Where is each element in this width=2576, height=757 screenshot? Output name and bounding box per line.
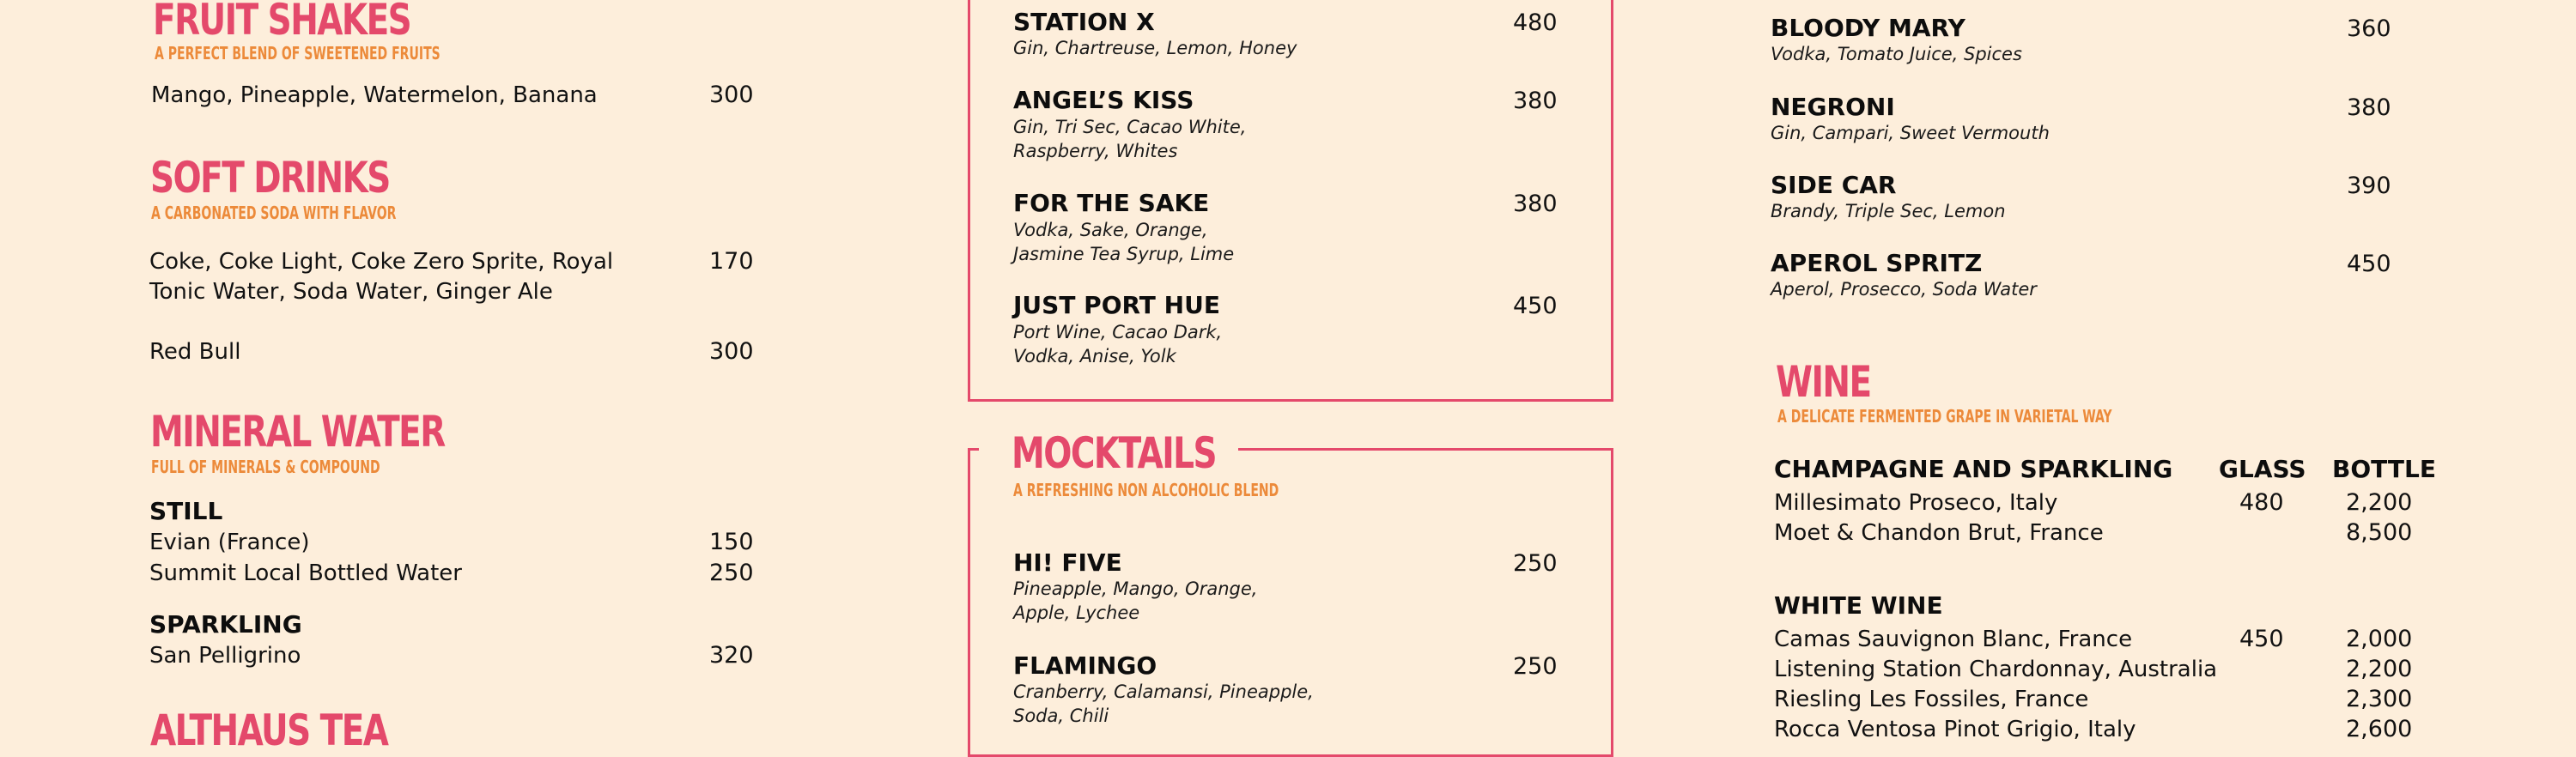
champagne-label: CHAMPAGNE AND SPARKLING: [1774, 455, 2173, 483]
mocktail-desc: Pineapple, Mango, Orange,: [1013, 578, 1258, 599]
classic-price: 390: [2347, 173, 2391, 199]
still-item-price: 250: [709, 560, 754, 586]
cocktail-name: STATION X: [1013, 8, 1155, 36]
mocktail-desc: Soda, Chili: [1013, 706, 1109, 726]
cocktail-desc: Port Wine, Cacao Dark,: [1013, 322, 1223, 342]
cocktail-price: 480: [1513, 9, 1558, 36]
mocktail-desc: Apple, Lychee: [1013, 603, 1140, 623]
wine-glass-price: 480: [2239, 489, 2284, 516]
classic-name: SIDE CAR: [1771, 171, 1897, 199]
classic-desc: Gin, Campari, Sweet Vermouth: [1771, 123, 2050, 143]
soft-drinks-item-line2: Tonic Water, Soda Water, Ginger Ale: [149, 279, 553, 305]
cocktail-desc: Gin, Chartreuse, Lemon, Honey: [1013, 38, 1297, 58]
cocktail-desc: Vodka, Anise, Yolk: [1013, 346, 1176, 366]
classic-price: 360: [2347, 15, 2391, 42]
still-item-name: Summit Local Bottled Water: [149, 560, 462, 586]
mineral-water-title: MINERAL WATER: [150, 407, 445, 457]
cocktail-price: 380: [1513, 191, 1558, 217]
mineral-water-subtitle: FULL OF MINERALS & COMPOUND: [151, 457, 380, 477]
classic-name: NEGRONI: [1771, 93, 1895, 121]
wine-glass-price: 450: [2239, 626, 2284, 652]
cocktail-price: 380: [1513, 88, 1558, 114]
classic-price: 450: [2347, 251, 2391, 277]
soft-drinks-redbull-price: 300: [709, 338, 754, 365]
cocktail-desc: Jasmine Tea Syrup, Lime: [1013, 244, 1235, 264]
white-wine-label: WHITE WINE: [1774, 591, 1943, 620]
soft-drinks-redbull-name: Red Bull: [149, 339, 241, 365]
fruit-shakes-item-name: Mango, Pineapple, Watermelon, Banana: [151, 82, 598, 108]
still-item-price: 150: [709, 529, 754, 555]
mocktail-desc: Cranberry, Calamansi, Pineapple,: [1013, 681, 1314, 702]
classic-desc: Brandy, Triple Sec, Lemon: [1771, 201, 2006, 221]
wine-name: Riesling Les Fossiles, France: [1774, 687, 2089, 712]
still-item-name: Evian (France): [149, 530, 310, 555]
cocktail-name: JUST PORT HUE: [1013, 291, 1220, 319]
wine-name: Rocca Ventosa Pinot Grigio, Italy: [1774, 717, 2136, 742]
mocktail-name: FLAMINGO: [1013, 651, 1157, 680]
cocktail-name: ANGEL’S KISS: [1013, 86, 1194, 114]
althaus-tea-title: ALTHAUS TEA: [150, 706, 388, 755]
soft-drinks-item-line1: Coke, Coke Light, Coke Zero Sprite, Royal: [149, 249, 614, 275]
mocktail-name: HI! FIVE: [1013, 548, 1122, 577]
classic-desc: Aperol, Prosecco, Soda Water: [1771, 279, 2037, 300]
wine-bottle-price: 2,300: [2346, 686, 2413, 712]
cocktail-price: 450: [1513, 293, 1558, 319]
wine-bottle-price: 2,000: [2346, 626, 2413, 652]
sparkling-label: SPARKLING: [149, 610, 302, 639]
wine-title: WINE: [1776, 357, 1871, 407]
fruit-shakes-item-price: 300: [709, 82, 754, 108]
mocktails-subtitle: A REFRESHING NON ALCOHOLIC BLEND: [1013, 480, 1279, 500]
wine-bottle-price: 2,600: [2346, 716, 2413, 742]
sparkling-item-price: 320: [709, 642, 754, 669]
fruit-shakes-subtitle: A PERFECT BLEND OF SWEETENED FRUITS: [155, 43, 440, 64]
fruit-shakes-title: FRUIT SHAKES: [153, 0, 411, 45]
wine-subtitle: A DELICATE FERMENTED GRAPE IN VARIETAL WAY: [1777, 406, 2112, 427]
wine-bottle-price: 8,500: [2346, 519, 2413, 546]
soft-drinks-item-price: 170: [709, 248, 754, 275]
sparkling-item-name: San Pelligrino: [149, 643, 301, 669]
wine-bottle-price: 2,200: [2346, 489, 2413, 516]
mocktail-price: 250: [1513, 550, 1558, 577]
wine-name: Camas Sauvignon Blanc, France: [1774, 627, 2133, 652]
wine-bottle-price: 2,200: [2346, 656, 2413, 682]
classic-name: BLOODY MARY: [1771, 14, 1965, 42]
soft-drinks-title: SOFT DRINKS: [150, 153, 390, 203]
cocktail-desc: Vodka, Sake, Orange,: [1013, 220, 1208, 240]
wine-name: Moet & Chandon Brut, France: [1774, 520, 2104, 546]
mocktails-title: MOCKTAILS: [1012, 428, 1216, 478]
wine-name: Listening Station Chardonnay, Australia: [1774, 657, 2218, 682]
mocktail-price: 250: [1513, 653, 1558, 680]
classic-name: APEROL SPRITZ: [1771, 249, 1983, 277]
bottle-label: BOTTLE: [2332, 455, 2436, 483]
cocktail-desc: Raspberry, Whites: [1013, 141, 1178, 161]
classic-desc: Vodka, Tomato Juice, Spices: [1771, 44, 2022, 64]
glass-label: GLASS: [2219, 455, 2306, 483]
cocktail-name: FOR THE SAKE: [1013, 189, 1210, 217]
classic-price: 380: [2347, 94, 2391, 121]
soft-drinks-subtitle: A CARBONATED SODA WITH FLAVOR: [151, 203, 397, 223]
still-label: STILL: [149, 497, 223, 525]
cocktail-desc: Gin, Tri Sec, Cacao White,: [1013, 117, 1247, 137]
wine-name: Millesimato Proseco, Italy: [1774, 490, 2058, 516]
